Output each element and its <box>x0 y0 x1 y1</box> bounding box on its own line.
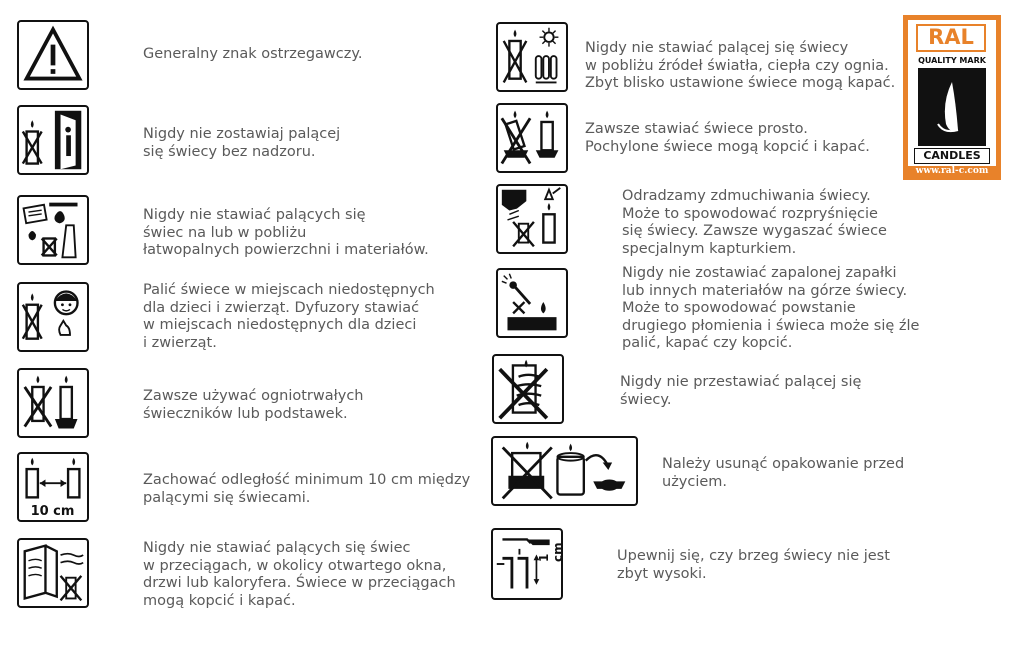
wick-text: Upewnij się, czy brzeg świecy nie jest zbyt wysoki. <box>617 548 890 582</box>
ral-quality-mark: QUALITY MARK <box>918 56 986 65</box>
remove-packaging-icon <box>491 436 638 506</box>
ral-candle-icon <box>908 68 996 146</box>
no-blowing-text: Odradzamy zdmuchiwania świecy. Może to spowodować rozpryśnięcie się świecy. Zawsze wygaszać świece specjalnym kapturkiem. <box>622 188 887 257</box>
heat-source-icon <box>496 22 568 92</box>
ral-brand: RAL <box>916 24 986 52</box>
flammable-text: Nigdy nie stawiać palących się świec na lub w pobliżu łatwopalnych powierzchni i materiałów. <box>143 207 429 258</box>
no-matches-icon <box>496 268 568 338</box>
children-text: Palić świece w miejscach niedostępnych dla dzieci i zwierząt. Dyfuzory stawiać w miejscach niedostępnych dla dzieci i zwierząt. <box>143 282 435 351</box>
warning-text: Generalny znak ostrzegawczy. <box>143 46 363 62</box>
upright-candle-icon <box>496 103 568 173</box>
packaging-text: Należy usunąć opakowanie przed użyciem. <box>662 456 905 490</box>
draught-icon <box>17 538 89 608</box>
fireproof-holder-icon <box>17 368 89 438</box>
flammable-materials-icon <box>17 195 89 265</box>
draught-text: Nigdy nie stawiać palących się świec w przeciągach, w okolicy otwartego okna, drzwi lub kaloryfera. Świece w przeciągach mogą kopcić i kapać. <box>143 540 456 609</box>
ral-url: www.ral-c.com <box>915 166 989 176</box>
distance-text: Zachować odległość minimum 10 cm między palącymi się świecami. <box>143 472 471 506</box>
unattended-candle-icon <box>17 105 89 175</box>
no-moving-icon <box>492 354 564 424</box>
heat-source-text: Nigdy nie stawiać palącej się świecy w pobliżu źródeł światła, ciepła czy ognia. Zbyt blisko ustawione świece mogą kapać. <box>585 40 896 91</box>
no-blowing-icon <box>496 184 568 254</box>
wick-trim-icon <box>491 528 563 600</box>
no-matches-text: Nigdy nie zostawiać zapalonej zapałki lub innych materiałów na górze świecy. Może to spowodować powstanie drugiego płomienia i świeca może się źle palić, kapać czy kopcić. <box>622 265 920 351</box>
wick-label: 1 cm <box>537 542 565 562</box>
ral-quality-mark-logo <box>903 15 1001 180</box>
fireproof-text: Zawsze używać ogniotrwałych świeczników lub podstawek. <box>143 388 364 422</box>
children-pets-icon <box>17 282 89 352</box>
warning-triangle-icon <box>17 20 89 90</box>
upright-text: Zawsze stawiać świece prosto. Pochylone świece mogą kopcić i kapać. <box>585 121 870 155</box>
ral-candles: CANDLES <box>914 148 990 164</box>
distance-10cm-icon <box>17 452 89 522</box>
distance-label: 10 cm <box>30 504 75 519</box>
no-moving-text: Nigdy nie przestawiać palącej się świecy. <box>620 374 862 408</box>
unattended-text: Nigdy nie zostawiaj palącej się świecy bez nadzoru. <box>143 126 341 160</box>
